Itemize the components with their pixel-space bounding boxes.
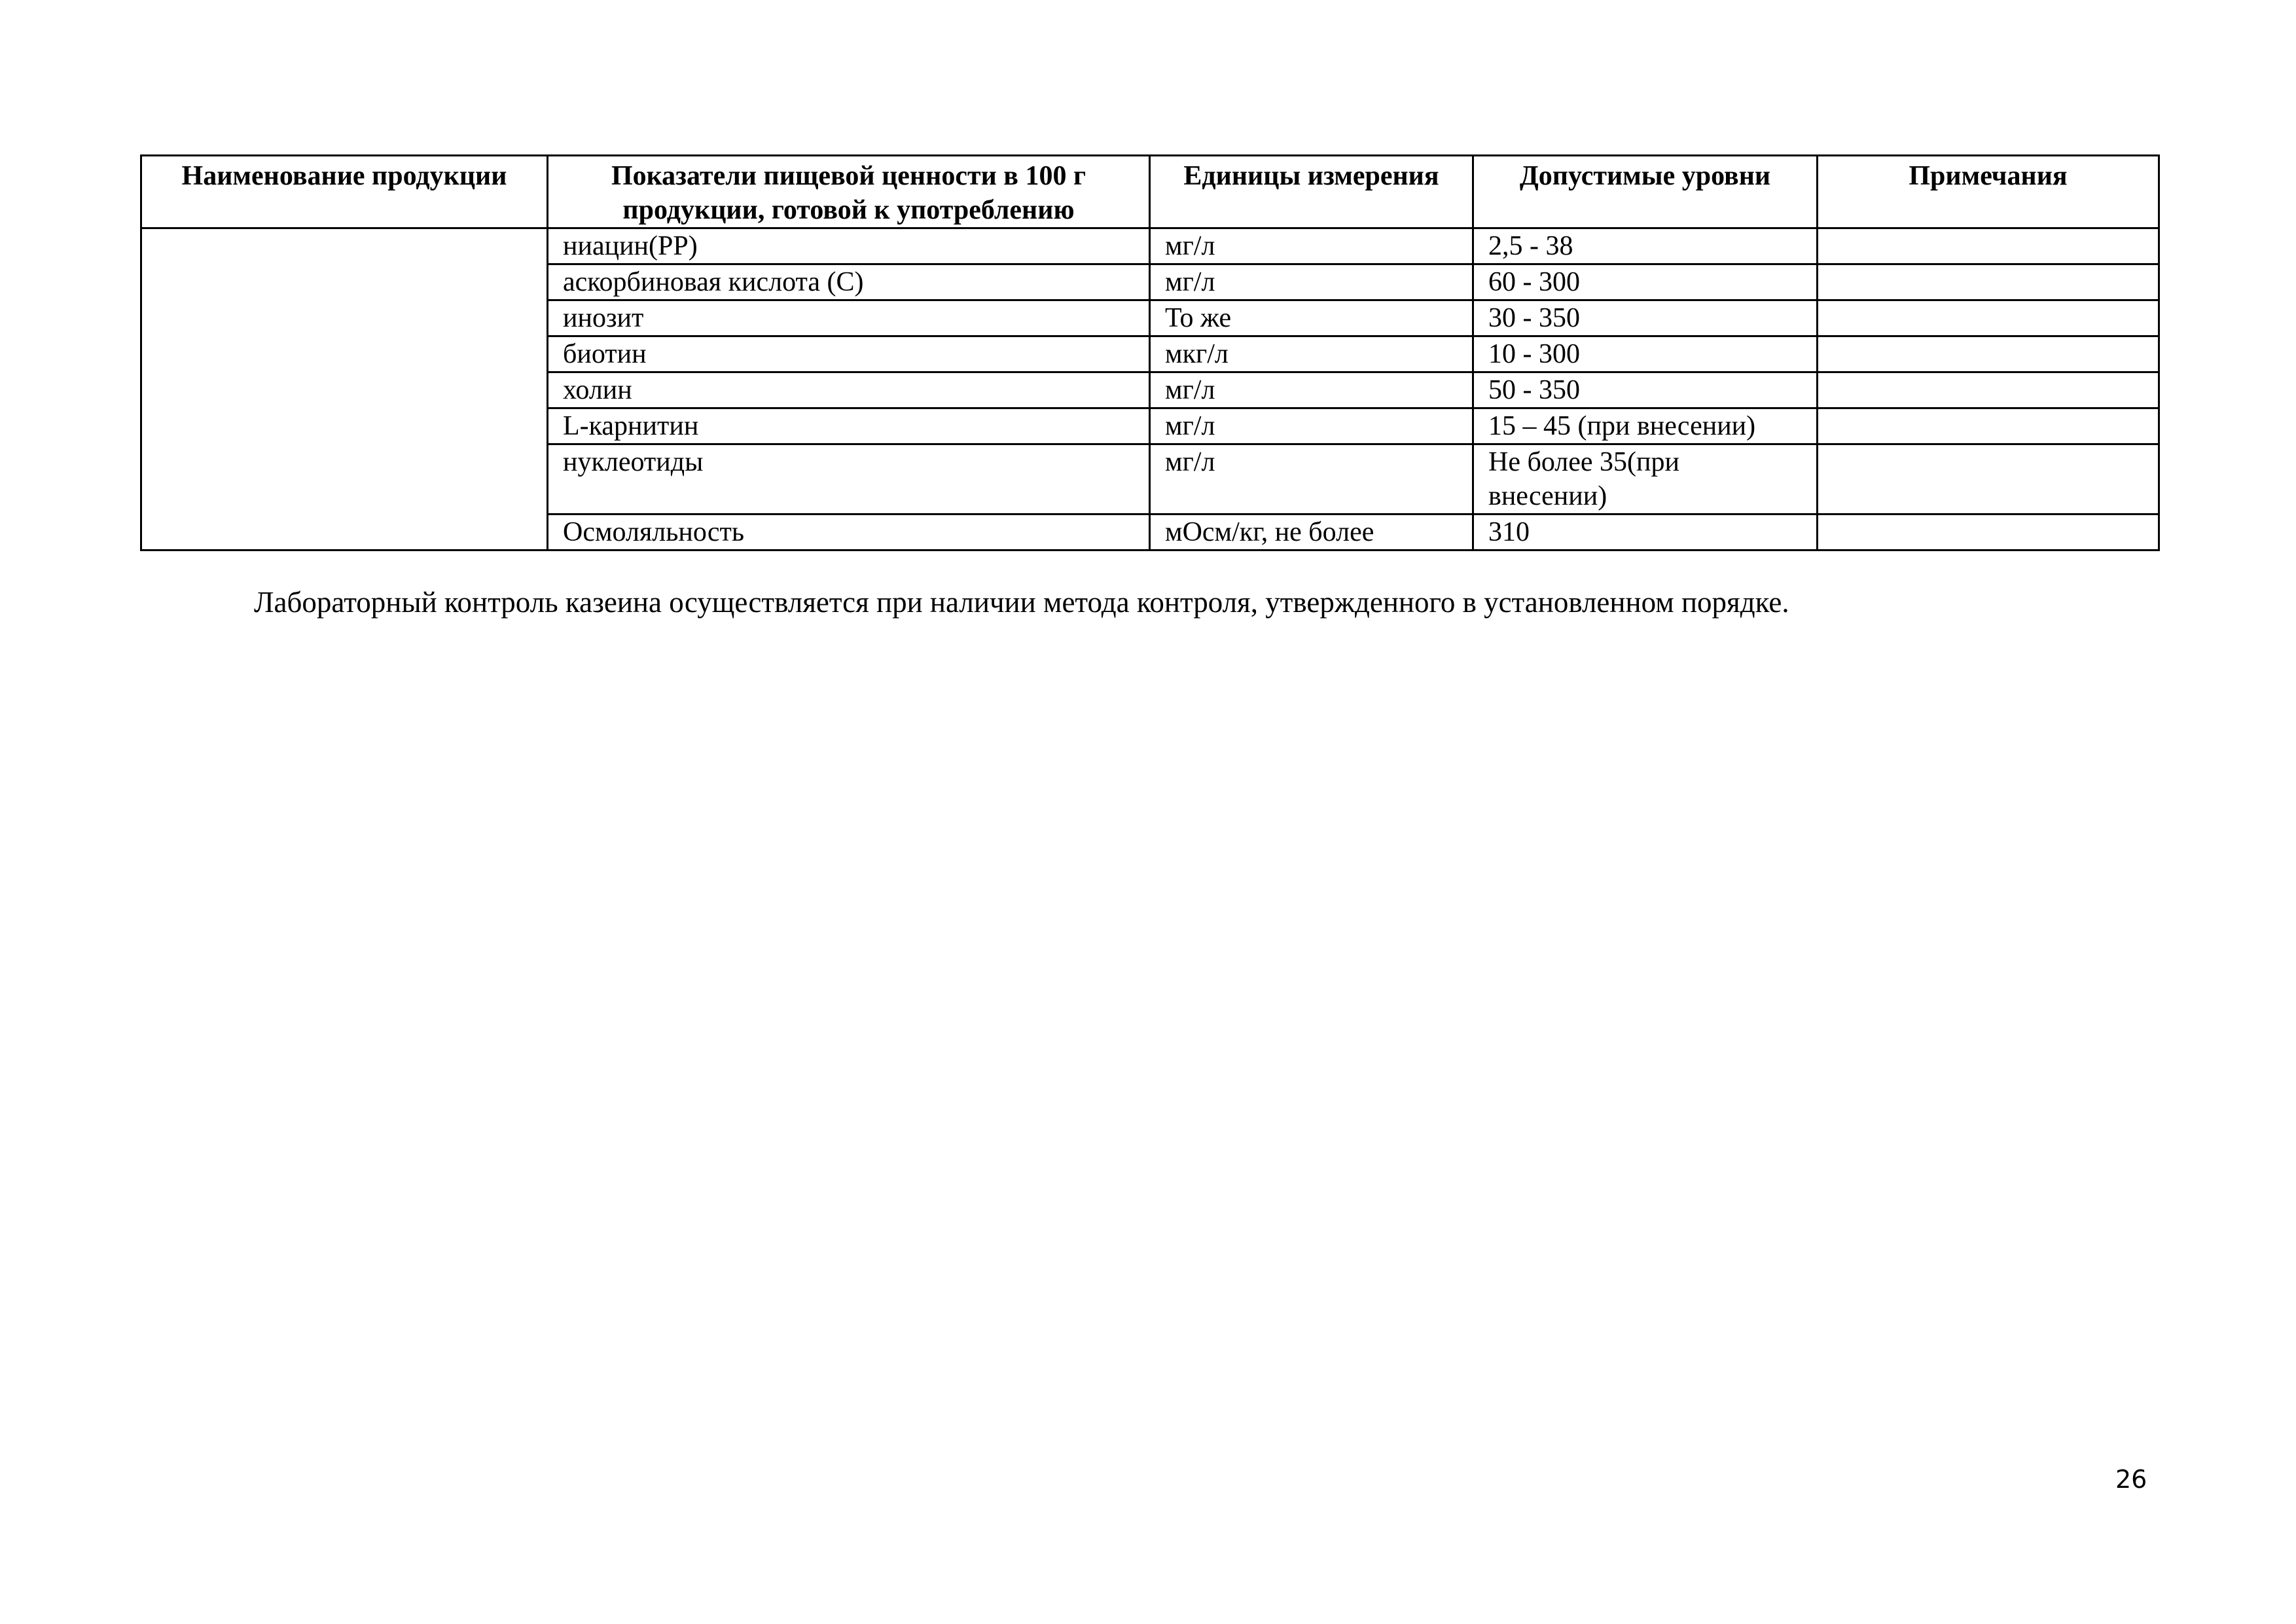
- level-cell: 50 - 350: [1473, 372, 1818, 408]
- unit-cell: мг/л: [1150, 372, 1473, 408]
- unit-cell: То же: [1150, 300, 1473, 336]
- note-cell: [1818, 514, 2159, 550]
- unit-cell: мг/л: [1150, 228, 1473, 264]
- indicator-cell: L-карнитин: [548, 408, 1150, 444]
- level-cell: 310: [1473, 514, 1818, 550]
- level-cell: 10 - 300: [1473, 336, 1818, 372]
- unit-cell: мг/л: [1150, 264, 1473, 300]
- level-cell: 2,5 - 38: [1473, 228, 1818, 264]
- unit-cell: мкг/л: [1150, 336, 1473, 372]
- header-unit: Единицы измерения: [1150, 156, 1473, 228]
- level-cell: 15 – 45 (при внесении): [1473, 408, 1818, 444]
- note-cell: [1818, 228, 2159, 264]
- table-header-row: [141, 156, 2159, 228]
- indicator-cell: нуклеотиды: [548, 444, 1150, 514]
- note-cell: [1818, 336, 2159, 372]
- header-indicator: Показатели пищевой ценности в 100 г продукции, готовой к употреблению: [548, 156, 1150, 228]
- unit-cell: мг/л: [1150, 444, 1473, 514]
- indicator-cell: Осмоляльность: [548, 514, 1150, 550]
- header-product-name: Наименование продукции: [141, 156, 548, 228]
- product-name-cell: [141, 228, 548, 550]
- indicator-cell: инозит: [548, 300, 1150, 336]
- level-cell: 60 - 300: [1473, 264, 1818, 300]
- note-cell: [1818, 444, 2159, 514]
- note-cell: [1818, 264, 2159, 300]
- note-cell: [1818, 408, 2159, 444]
- unit-cell: мОсм/кг, не более: [1150, 514, 1473, 550]
- nutrition-norms-table: [140, 154, 2160, 551]
- table-row: [141, 228, 2159, 264]
- indicator-cell: холин: [548, 372, 1150, 408]
- indicator-cell: биотин: [548, 336, 1150, 372]
- level-cell: 30 - 350: [1473, 300, 1818, 336]
- note-cell: [1818, 300, 2159, 336]
- header-level: Допустимые уровни: [1473, 156, 1818, 228]
- unit-cell: мг/л: [1150, 408, 1473, 444]
- indicator-cell: ниацин(PP): [548, 228, 1150, 264]
- header-notes: Примечания: [1818, 156, 2159, 228]
- casein-control-note: Лабораторный контроль казеина осуществляется при наличии метода контроля, утвержденного в установленном порядке.: [254, 586, 1789, 619]
- note-cell: [1818, 372, 2159, 408]
- indicator-cell: аскорбиновая кислота (C): [548, 264, 1150, 300]
- level-cell: Не более 35(при внесении): [1473, 444, 1818, 514]
- page-number: 26: [2115, 1465, 2147, 1494]
